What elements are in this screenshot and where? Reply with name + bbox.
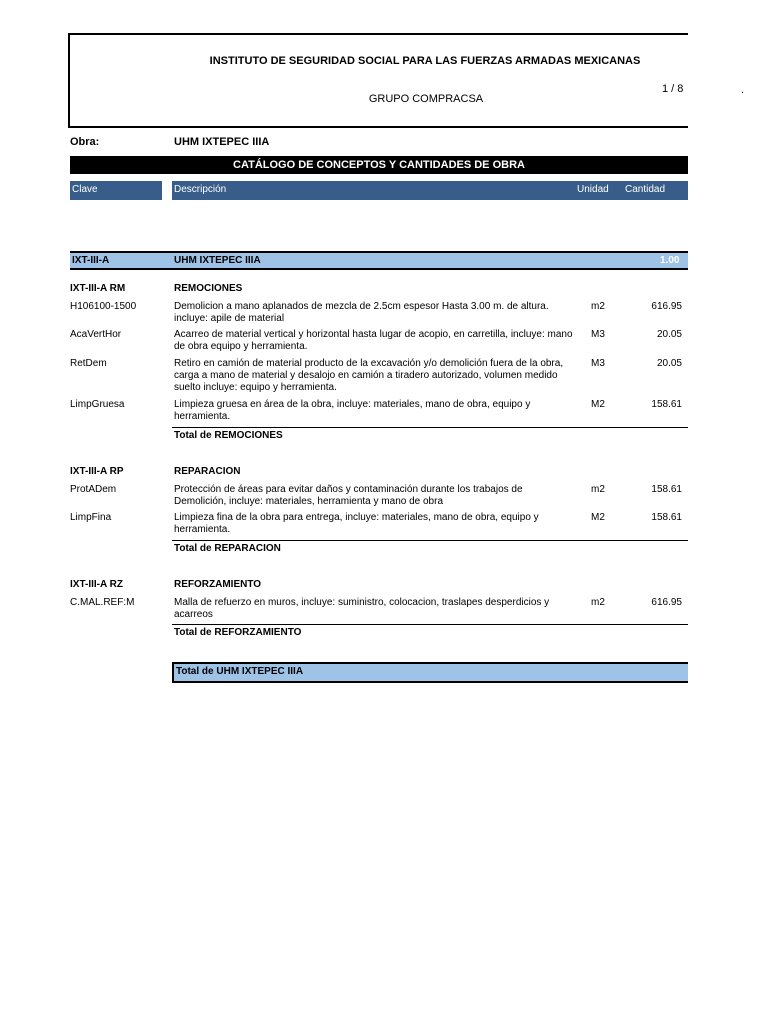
- page-number: 1 / 8: [662, 83, 684, 95]
- section-code: IXT-III-A: [72, 255, 110, 266]
- column-header-main: [172, 181, 688, 200]
- item-unit: m2: [591, 597, 605, 608]
- item-quantity: 158.61: [651, 399, 682, 410]
- item-clave: LimpFina: [70, 512, 112, 523]
- item-description: Limpieza fina de la obra para entrega, incluye: materiales, mano de obra, equipo y herramienta.: [174, 512, 539, 535]
- column-label-cantidad: Cantidad: [625, 184, 666, 195]
- section-name: UHM IXTEPEC IIIA: [174, 255, 261, 266]
- item-description: Demolicion a mano aplanados de mezcla de 2.5cm espesor Hasta 3.00 m. de altura. incluye: apile de material: [174, 301, 549, 324]
- item-description: Protección de áreas para evitar daños y contaminación durante los trabajos de Demolición, incluye: materiales, herramienta y mano de obra: [174, 484, 523, 507]
- group-code: IXT-III-A RM: [70, 283, 126, 294]
- group-total: Total de REFORZAMIENTO: [172, 624, 688, 638]
- group-total: Total de REPARACION: [172, 540, 688, 554]
- item-unit: M3: [591, 329, 605, 340]
- column-header-clave: [70, 181, 162, 200]
- item-description: Limpieza gruesa en área de la obra, incluye: materiales, mano de obra, equipo y herramienta.: [174, 399, 531, 422]
- column-label-clave: Clave: [72, 184, 98, 195]
- group-total: Total de REMOCIONES: [172, 427, 688, 441]
- item-quantity: 20.05: [656, 329, 682, 340]
- grand-total: Total de UHM IXTEPEC IIIA: [172, 662, 688, 683]
- item-clave: AcaVertHor: [70, 329, 122, 340]
- group-title: REPARACION: [174, 466, 241, 477]
- item-description: Acarreo de material vertical y horizontal hasta lugar de acopio, en carretilla, incluye: mano de obra equipo y herramienta.: [174, 329, 573, 352]
- header-frame: [68, 33, 688, 128]
- item-clave: H106100-1500: [70, 301, 137, 312]
- item-clave: C.MAL.REF:M: [70, 597, 135, 608]
- group-title: REMOCIONES: [174, 283, 243, 294]
- item-description: Retiro en camión de material producto de la excavación y/o demolición fuera de la obra, carga a mano de material y desalojo en camión a tiradero autorizado, volumen medido suelto incluye: equipo y herramienta.: [174, 358, 564, 393]
- item-clave: ProtADem: [70, 484, 117, 495]
- section-qty: 1.00: [660, 255, 680, 266]
- column-label-descripcion: Descripción: [174, 184, 227, 195]
- item-quantity: 158.61: [651, 512, 682, 523]
- catalog-title: CATÁLOGO DE CONCEPTOS Y CANTIDADES DE OBRA: [70, 156, 688, 174]
- group-name: GRUPO COMPRACSA: [368, 93, 484, 105]
- item-clave: RetDem: [70, 358, 107, 369]
- item-unit: M3: [591, 358, 605, 369]
- obra-label: Obra:: [70, 136, 100, 148]
- item-quantity: 616.95: [651, 301, 682, 312]
- item-unit: m2: [591, 301, 605, 312]
- column-label-unidad: Unidad: [577, 184, 609, 195]
- item-clave: LimpGruesa: [70, 399, 125, 410]
- item-quantity: 616.95: [651, 597, 682, 608]
- group-code: IXT-III-A RP: [70, 466, 124, 477]
- page-mark: .: [741, 84, 745, 96]
- item-description: Malla de refuerzo en muros, incluye: suministro, colocacion, traslapes desperdicios y acarreos: [174, 597, 550, 620]
- item-quantity: 20.05: [656, 358, 682, 369]
- item-quantity: 158.61: [651, 484, 682, 495]
- group-title: REFORZAMIENTO: [174, 579, 262, 590]
- item-unit: M2: [591, 399, 605, 410]
- obra-value: UHM IXTEPEC IIIA: [174, 136, 270, 148]
- section-row: [70, 251, 688, 270]
- item-unit: M2: [591, 512, 605, 523]
- item-unit: m2: [591, 484, 605, 495]
- group-code: IXT-III-A RZ: [70, 579, 123, 590]
- institute-title: INSTITUTO DE SEGURIDAD SOCIAL PARA LAS FUERZAS ARMADAS MEXICANAS: [209, 55, 641, 67]
